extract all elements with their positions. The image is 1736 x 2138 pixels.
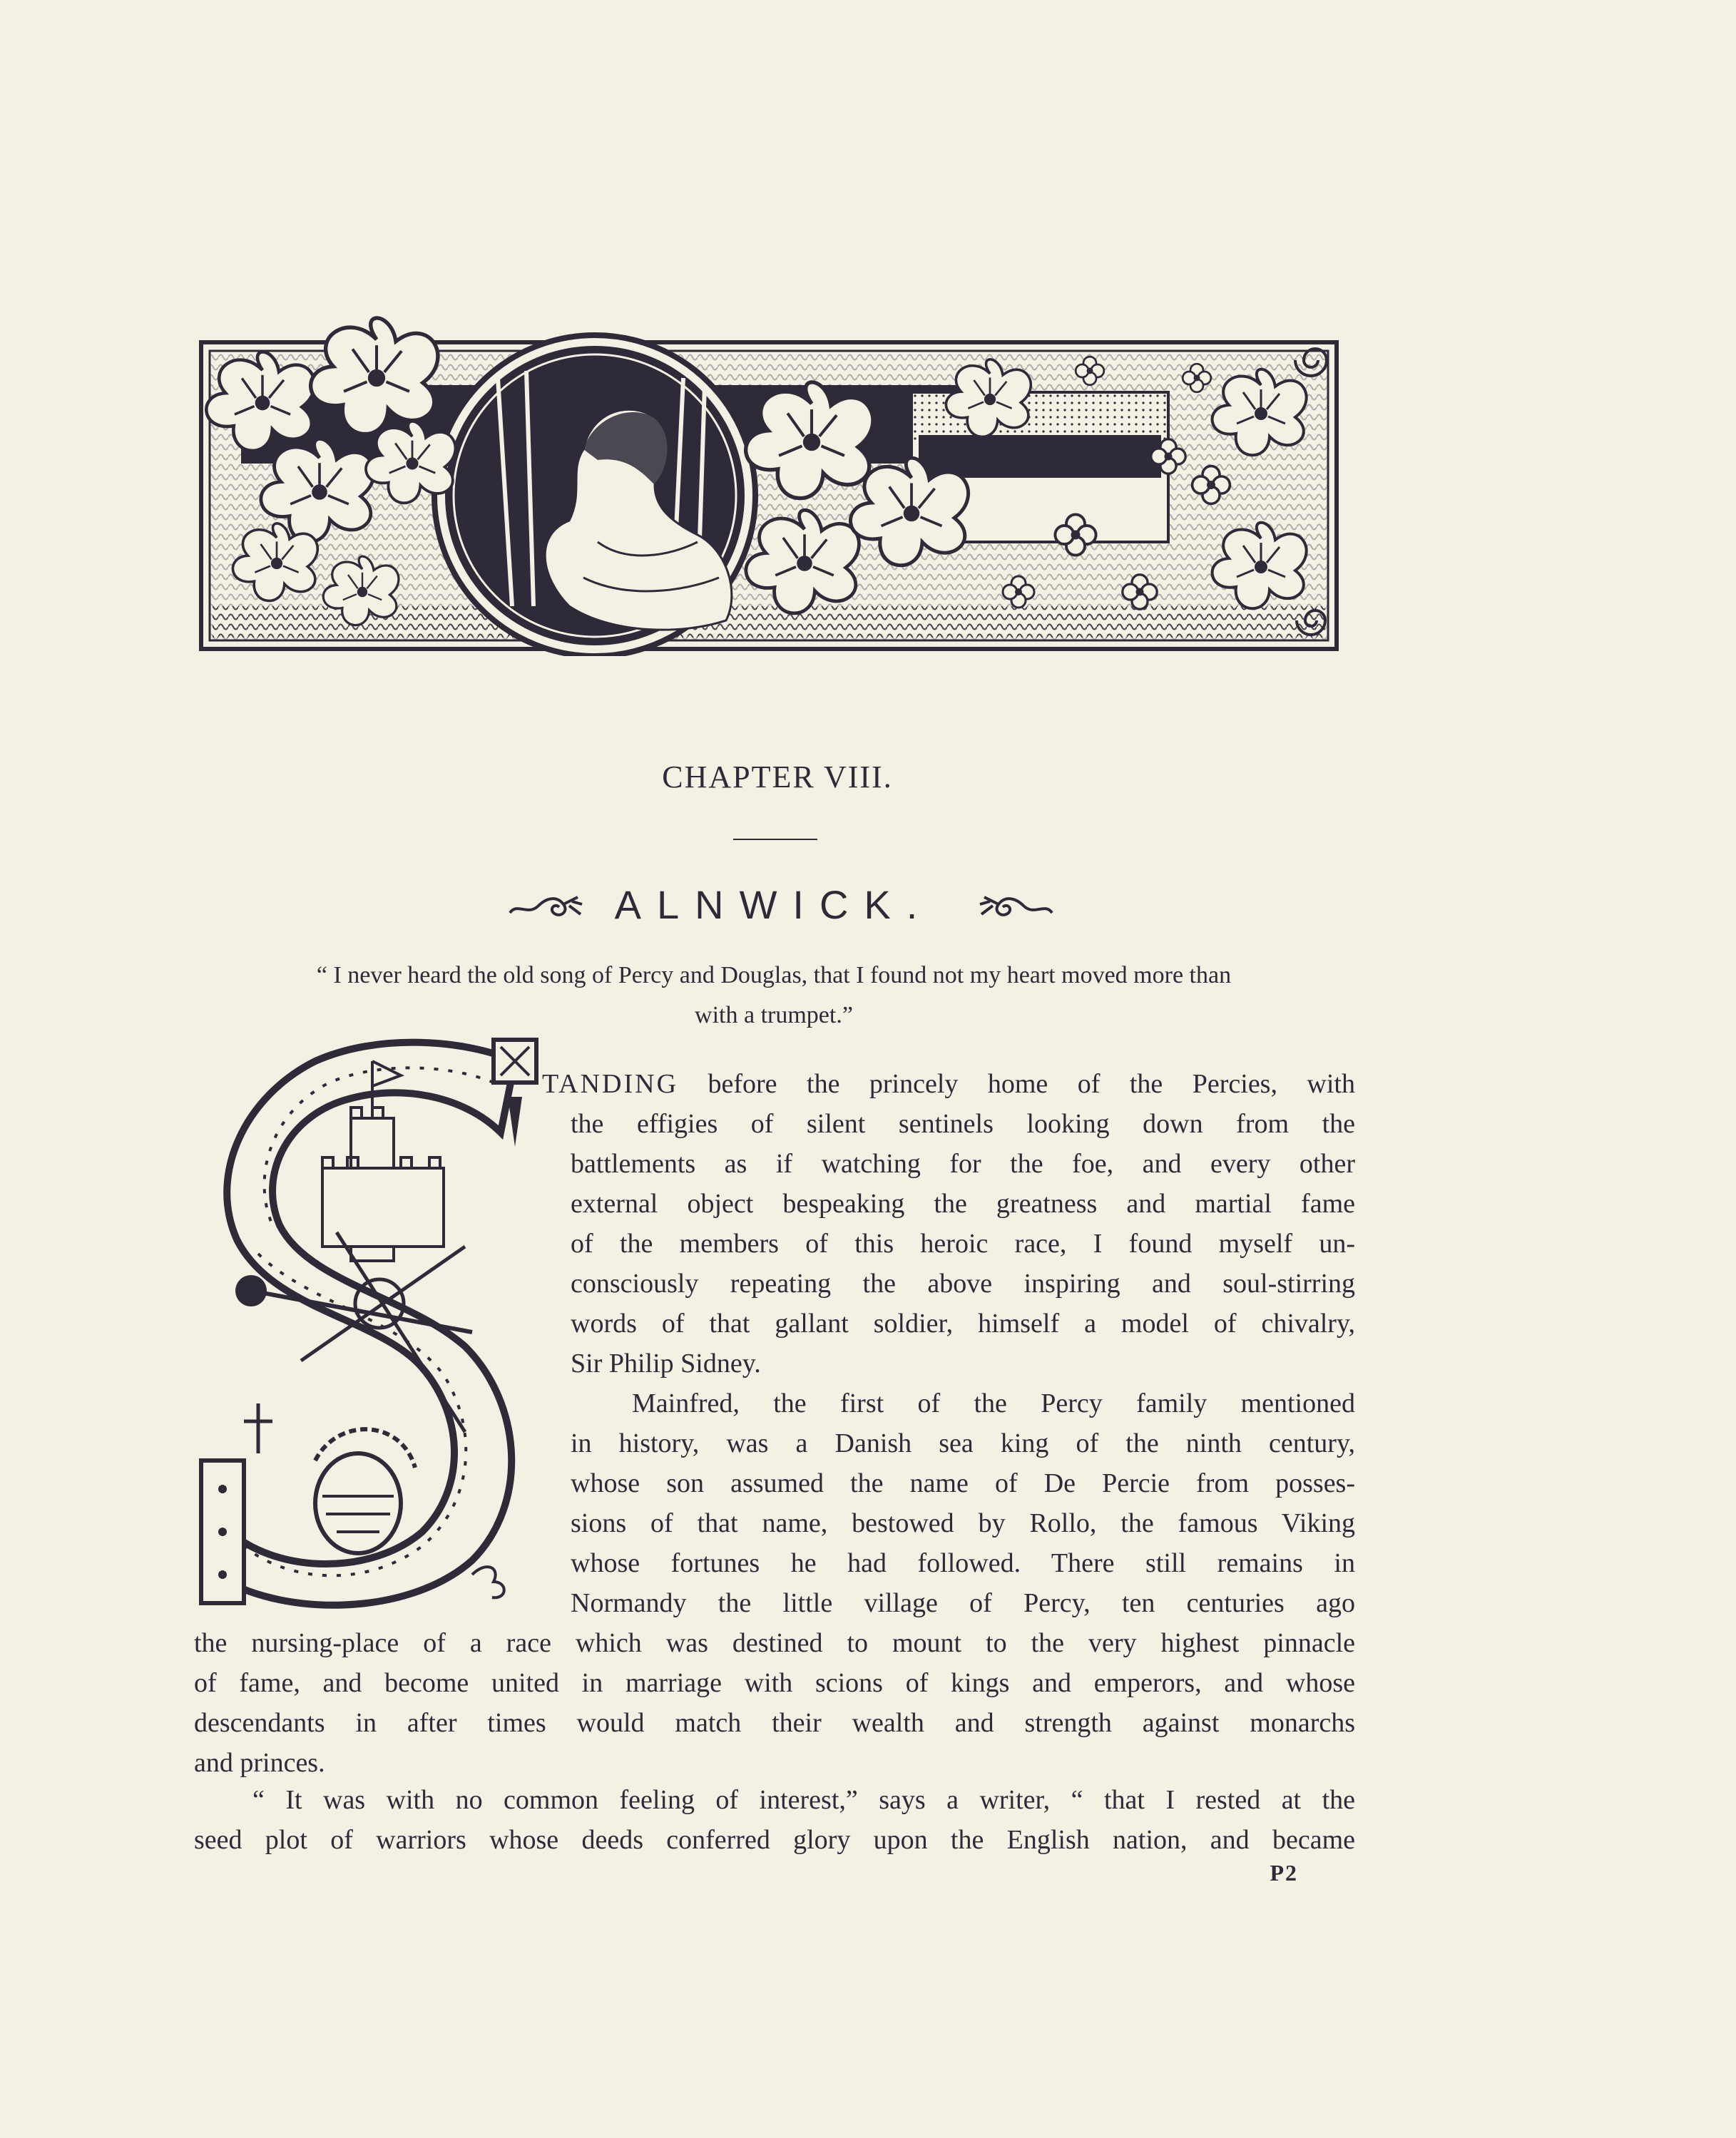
floral-headpiece-illustration [198,292,1339,656]
chapter-rule-divider [733,839,817,840]
body-text-line: external object bespeaking the greatness and martial fame [571,1189,1355,1219]
body-text-line: “ It was with no common feeling of interest,” says a writer, “ that I rested at the [252,1785,1355,1815]
body-text-line: Normandy the little village of Percy, ten centuries ago [571,1588,1355,1618]
right-flourish-icon [977,884,1056,927]
body-text-line [542,1064,1355,1104]
decorated-dropcap-s-illustration [194,1033,551,1617]
body-text-line: sions of that name, bestowed by Rollo, the famous Viking [571,1508,1355,1538]
body-text-line: of the members of this heroic race, I found myself un- [571,1229,1355,1259]
body-text-line: consciously repeating the above inspiring and soul-stirring [571,1269,1355,1299]
body-text-line: seed plot of warriors whose deeds conferred glory upon the English nation, and became [194,1825,1355,1855]
body-text-line: whose fortunes he had followed. There still remains in [571,1548,1355,1578]
body-text-line: battlements as if watching for the foe, and every other [571,1149,1355,1179]
epigraph-line: with a trumpet.” [695,1002,853,1028]
body-text-line: the effigies of silent sentinels looking down from the [571,1109,1355,1139]
signature-mark: P2 [1270,1860,1298,1886]
epigraph-quote [193,956,1355,1035]
body-text-line: and princes. [194,1748,325,1778]
body-text-line: in history, was a Danish sea king of the ninth century, [571,1428,1355,1458]
body-text-line: whose son assumed the name of De Percie from posses- [571,1468,1355,1498]
body-text-line: descendants in after times would match their wealth and strength against monarchs [194,1708,1355,1738]
left-flourish-icon [506,884,585,927]
chapter-number: CHAPTER VIII. [662,759,893,794]
opening-word: TANDING [542,1069,679,1099]
body-text-line: Mainfred, the first of the Percy family mentioned [632,1388,1355,1418]
body-text-fragment: before the princely home of the Percies, with [678,1069,1355,1099]
body-text-line: the nursing-place of a race which was destined to mount to the very highest pinnacle [194,1628,1355,1658]
chapter-title: ALNWICK. [614,882,934,927]
body-text-line: Sir Philip Sidney. [571,1349,761,1379]
chapter-title-row [499,879,1056,936]
body-text-line: of fame, and become united in marriage with scions of kings and emperors, and whose [194,1668,1355,1698]
body-text-line: words of that gallant soldier, himself a model of chivalry, [571,1309,1355,1339]
epigraph-line: “ I never heard the old song of Percy and Douglas, that I found not my heart moved more than [316,962,1232,988]
